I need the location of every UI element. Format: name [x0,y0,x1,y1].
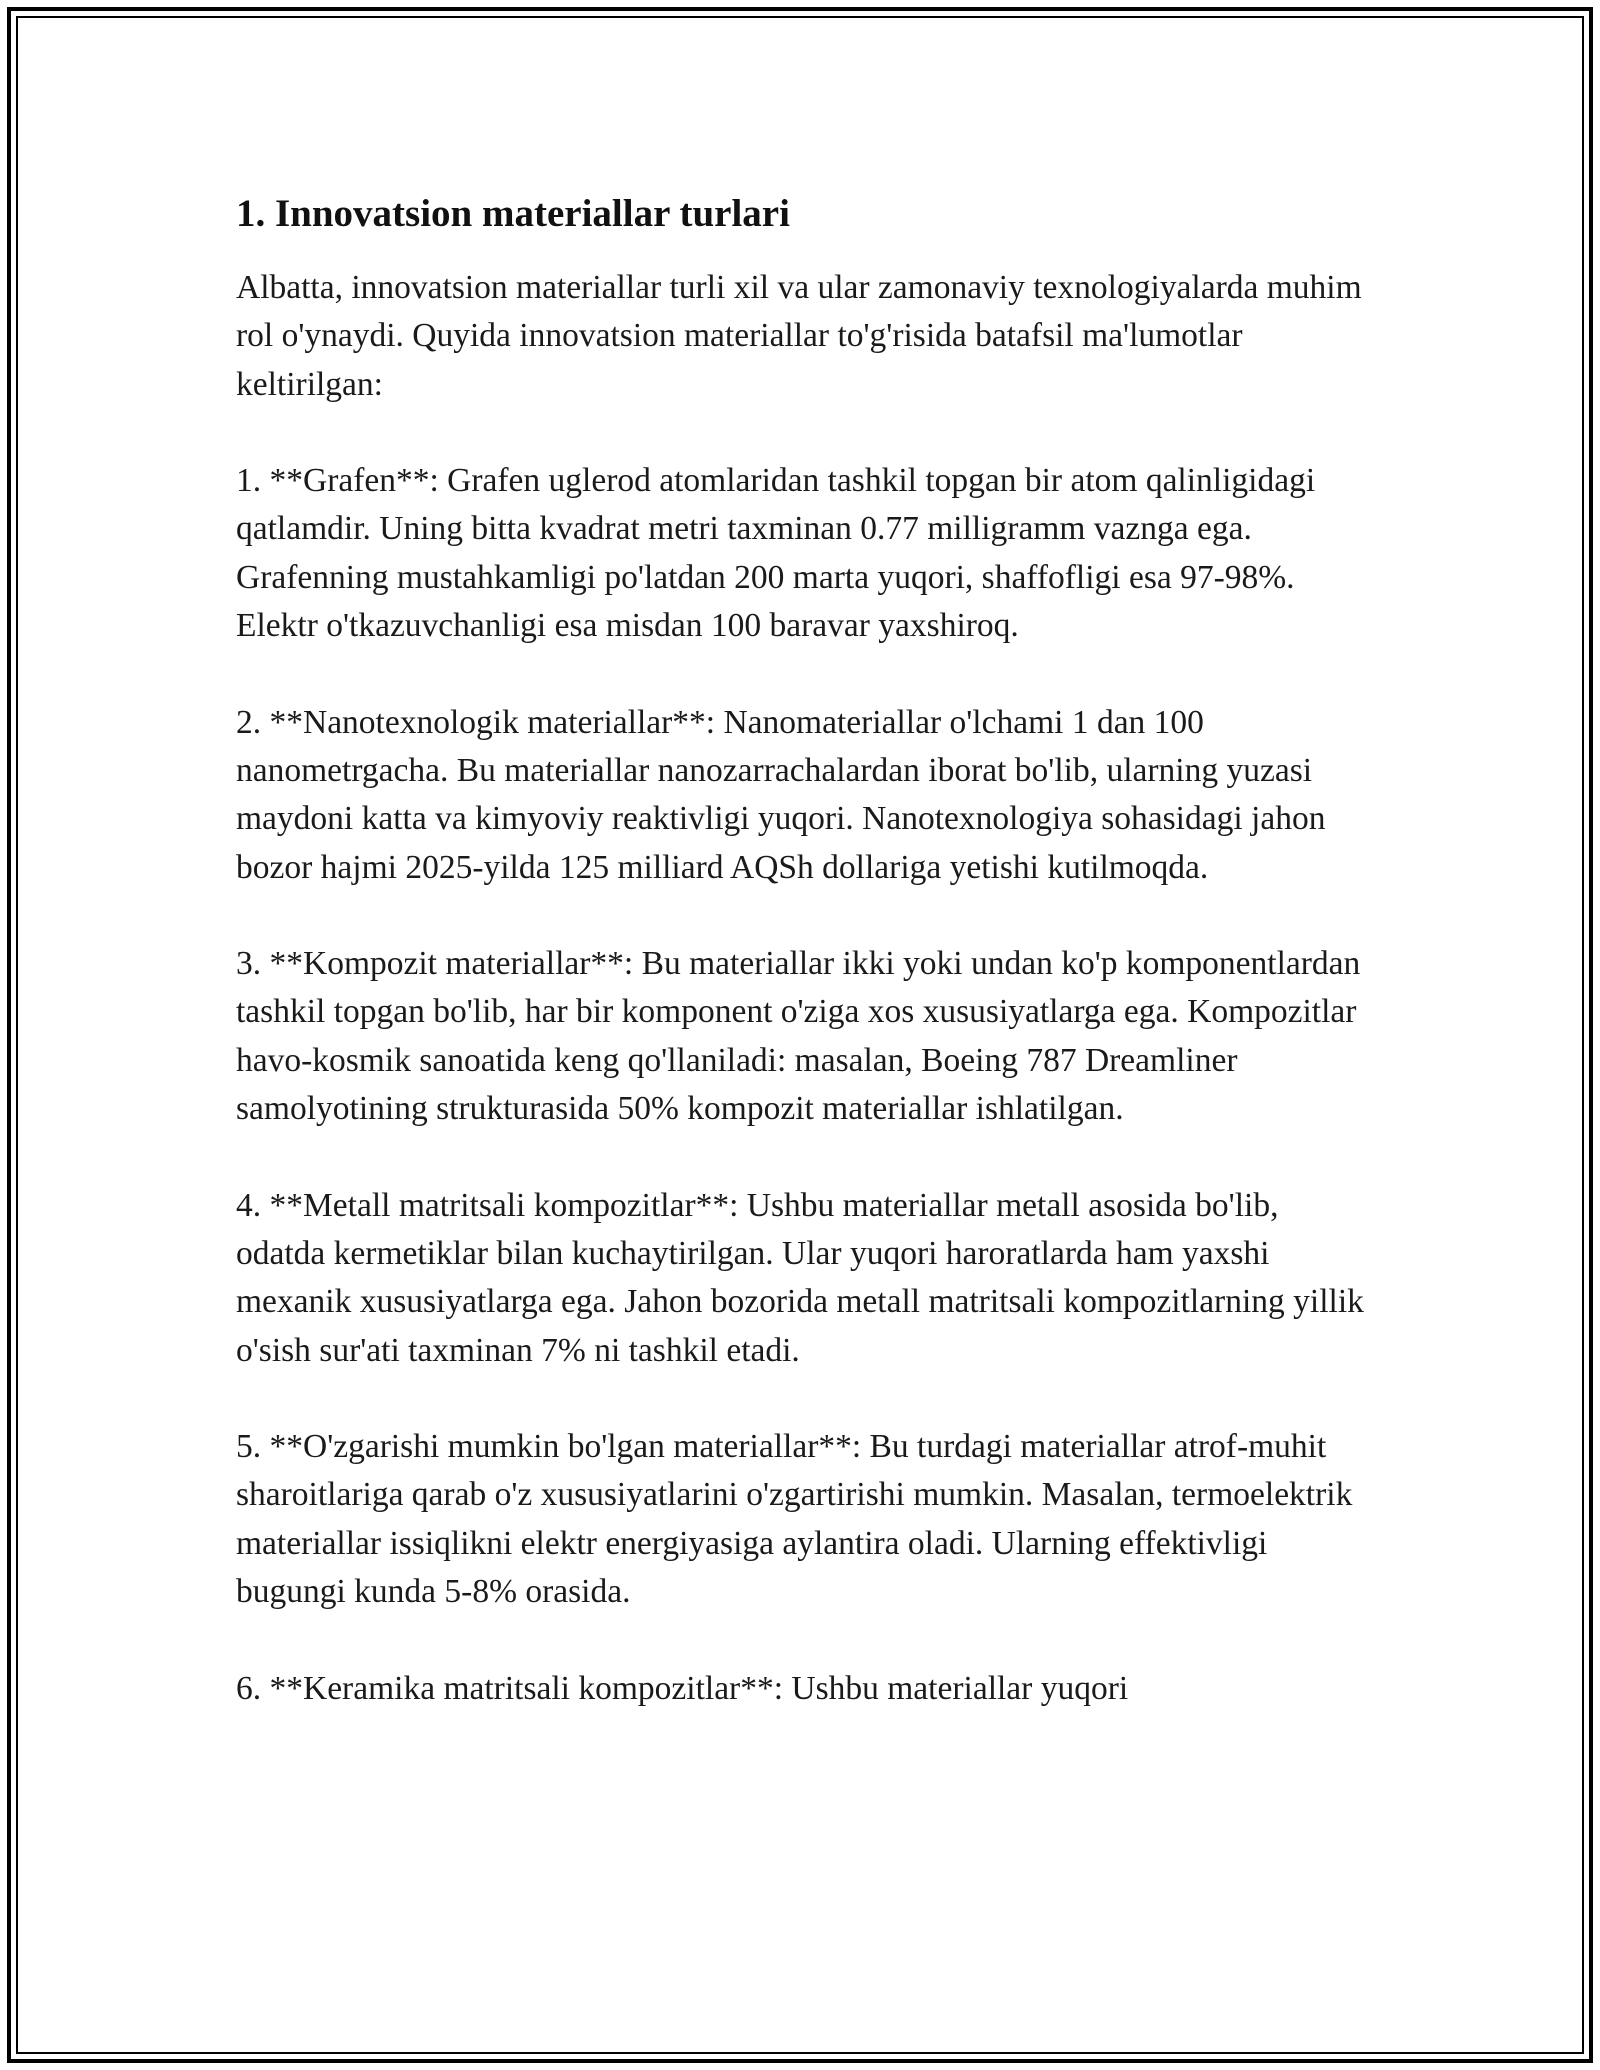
list-item-ozgarishi-mumkin: 5. **O'zgarishi mumkin bo'lgan materiallar**: Bu turdagi materiallar atrof-muhit sharoitlariga qarab o'z xususiyatlarini o'zgartirishi mumkin. Masalan, termoelektrik materiallar issiqlikni elektr energiyasiga aylantira oladi. Ularning effektivligi bugungi kunda 5-8% orasida. [236,1428,1353,1611]
list-item-grafen: 1. **Grafen**: Grafen uglerod atomlaridan tashkil topgan bir atom qalinligidagi qatlamdir. Uning bitta kvadrat metri taxminan 0.77 milligramm vaznga ega. Grafenning mustahkamligi po'latdan 200 marta yuqori, shaffofligi esa 97-98%. Elektr o'tkazuvchanligi esa misdan 100 baravar yaxshiroq. [236,462,1316,645]
section-heading: 1. Innovatsion materiallar turlari [236,192,790,235]
list-item-kompozit: 3. **Kompozit materiallar**: Bu materiallar ikki yoki undan ko'p komponentlardan tashkil topgan bo'lib, har bir komponent o'ziga xos xususiyatlarga ega. Kompozitlar havo-kosmik sanoatida keng qo'llaniladi: masalan, Boeing 787 Dreamliner samolyotining strukturasida 50% kompozit materiallar ishlatilgan. [236,945,1361,1128]
list-item-keramika-matritsali: 6. **Keramika matritsali kompozitlar**: Ushbu materiallar yuqori [236,1669,1129,1707]
list-item-metall-matritsali: 4. **Metall matritsali kompozitlar**: Ushbu materiallar metall asosida bo'lib, odatda kermetiklar bilan kuchaytirilgan. Ular yuqori haroratlarda ham yaxshi mexanik xususiyatlarga ega. Jahon bozorida metall matritsali kompozitlarning yillik o'sish sur'ati taxminan 7% ni tashkil etadi. [236,1186,1364,1369]
document-body [236,186,1366,1761]
intro-paragraph: Albatta, innovatsion materiallar turli xil va ular zamonaviy texnologiyalarda muhim rol o'ynaydi. Quyida innovatsion materiallar to'g'risida batafsil ma'lumotlar keltirilgan: [236,269,1362,403]
list-item-nanotexnologik: 2. **Nanotexnologik materiallar**: Nanomateriallar o'lchami 1 dan 100 nanometrgacha. Bu materiallar nanozarrachalardan iborat bo'lib, ularning yuzasi maydoni katta va kimyoviy reaktivligi yuqori. Nanotexnologiya sohasidagi jahon bozor hajmi 2025-yilda 125 milliard AQSh dollariga yetishi kutilmoqda. [236,703,1326,886]
